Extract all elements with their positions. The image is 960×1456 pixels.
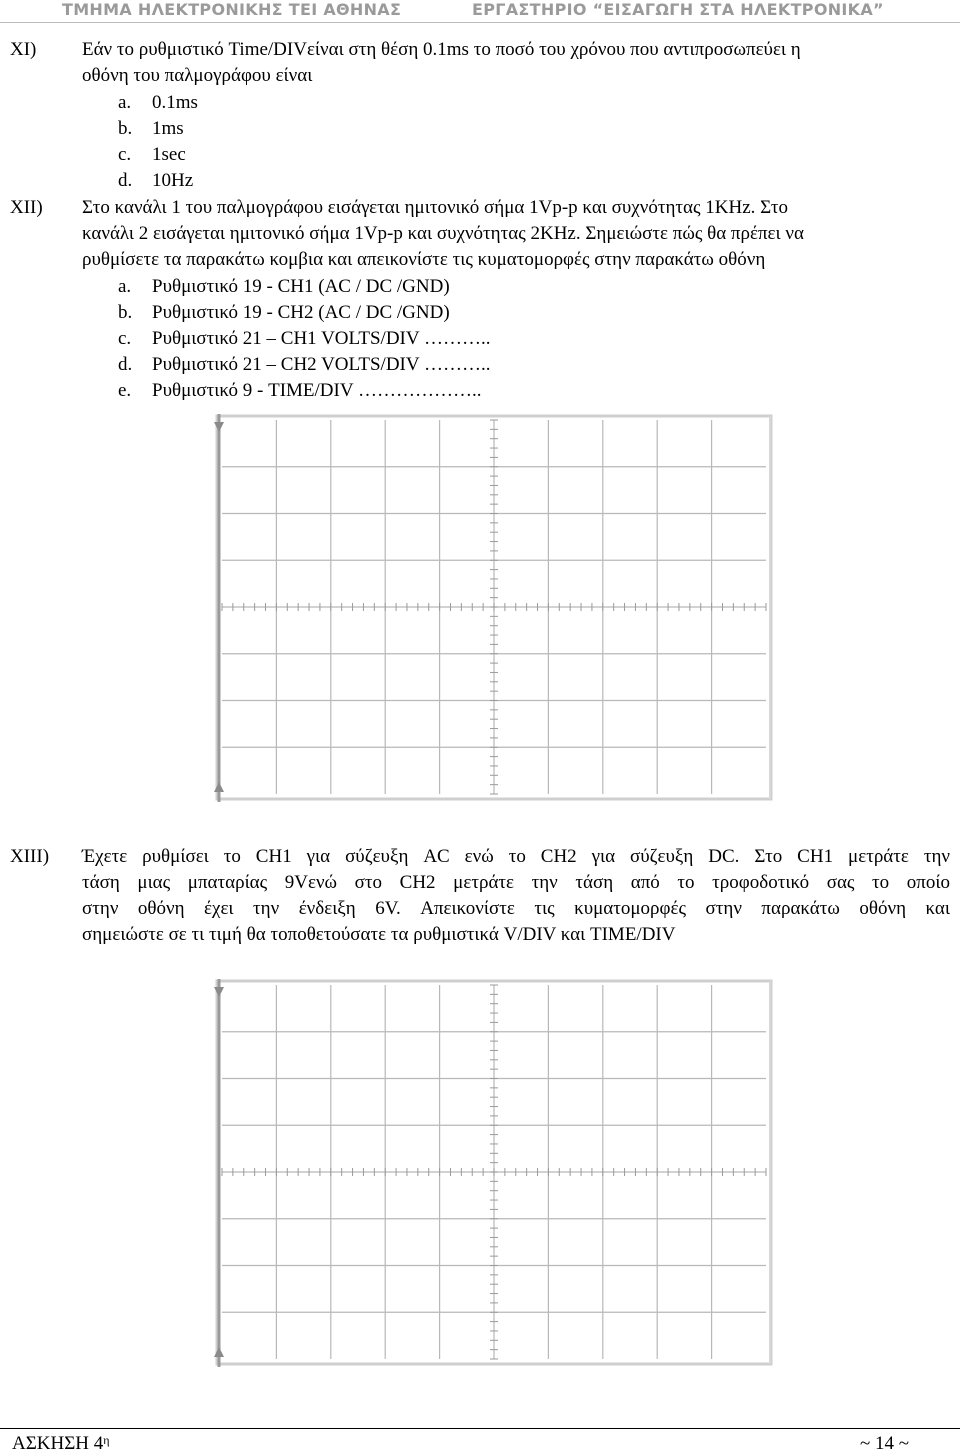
- question-13-line-4: σημειώστε σε τι τιμή θα τοποθετούσατε τα ρυθμιστικά V/DIV και TIME/DIV: [82, 924, 676, 945]
- item-letter: b.: [118, 302, 133, 323]
- page-number: ~ 14 ~: [860, 1433, 910, 1454]
- item-letter: d.: [118, 354, 133, 375]
- option-text: 10Hz: [152, 170, 194, 191]
- oscilloscope-screen-2: [208, 975, 774, 1369]
- option-letter: b.: [118, 118, 133, 139]
- question-12-line-1: Στο κανάλι 1 του παλμογράφου εισάγεται ημιτονικό σήμα 1Vp-p και συχνότητας 1KHz. Στο: [82, 197, 788, 218]
- item-letter: a.: [118, 276, 132, 297]
- option-text: 1ms: [152, 118, 184, 139]
- question-11-line-1: Εάν το ρυθμιστικό Time/DIVείναι στη θέση 0.1ms το ποσό του χρόνου που αντιπροσωπεύει η: [82, 39, 801, 60]
- item-text: Ρυθμιστικό 19 - CH2 (AC / DC /GND): [152, 302, 450, 323]
- item-text: Ρυθμιστικό 9 - TIME/DIV ………………..: [152, 380, 482, 401]
- option-text: 0.1ms: [152, 92, 198, 113]
- question-number-13: XIII): [10, 846, 50, 867]
- question-12-line-3: ρυθμίσετε τα παρακάτω κομβια και απεικονίστε τις κυματομορφές στην παρακάτω οθόνη: [82, 249, 766, 270]
- footer-exercise-label: ΑΣΚΗΣΗ 4: [12, 1433, 104, 1454]
- item-text: Ρυθμιστικό 19 - CH1 (AC / DC /GND): [152, 276, 450, 297]
- oscilloscope-screen-1: [208, 410, 774, 804]
- item-text: Ρυθμιστικό 21 – CH1 VOLTS/DIV ………..: [152, 328, 491, 349]
- oscilloscope-grid-1: [208, 410, 774, 804]
- option-letter: d.: [118, 170, 133, 191]
- item-letter: c.: [118, 328, 132, 349]
- item-text: Ρυθμιστικό 21 – CH2 VOLTS/DIV ………..: [152, 354, 491, 375]
- header-lab-title: ΕΡΓΑΣΤΗΡΙΟ “ΕΙΣΑΓΩΓΗ ΣΤΑ ΗΛΕΚΤΡΟΝΙΚΑ”: [472, 0, 884, 19]
- question-number-11: XI): [10, 39, 37, 60]
- header-department: ΤΜΗΜΑ ΗΛΕΚΤΡΟΝΙΚΗΣ ΤΕΙ ΑΘΗΝΑΣ: [62, 0, 402, 19]
- option-letter: c.: [118, 144, 132, 165]
- question-12-line-2: κανάλι 2 εισάγεται ημιτονικό σήμα 1Vp-p και συχνότητας 2KHz. Σημειώστε πώς θα πρέπει να: [82, 223, 804, 244]
- item-letter: e.: [118, 380, 132, 401]
- option-letter: a.: [118, 92, 132, 113]
- question-11-line-2: οθόνη του παλμογράφου είναι: [82, 65, 313, 86]
- option-text: 1sec: [152, 144, 186, 165]
- footer-exercise: [12, 1432, 110, 1456]
- page-footer: [0, 1428, 960, 1456]
- question-13-line-2: τάση μιας μπαταρίας 9Vενώ στο CH2 μετράτε την τάση από το τροφοδοτικό σας το οποίο: [82, 872, 950, 893]
- question-number-12: XII): [10, 197, 43, 218]
- page-header: [0, 0, 960, 23]
- footer-exercise-sup: η: [103, 1433, 110, 1447]
- question-13-line-1: Έχετε ρυθμίσει το CH1 για σύζευξη AC ενώ το CH2 για σύζευξη DC. Στο CH1 μετράτε την: [82, 846, 950, 867]
- oscilloscope-grid-2: [208, 975, 774, 1369]
- question-13-line-3: στην οθόνη έχει την ένδειξη 6V. Απεικονίστε τις κυματομορφές στην παρακάτω οθόνη και: [82, 898, 950, 919]
